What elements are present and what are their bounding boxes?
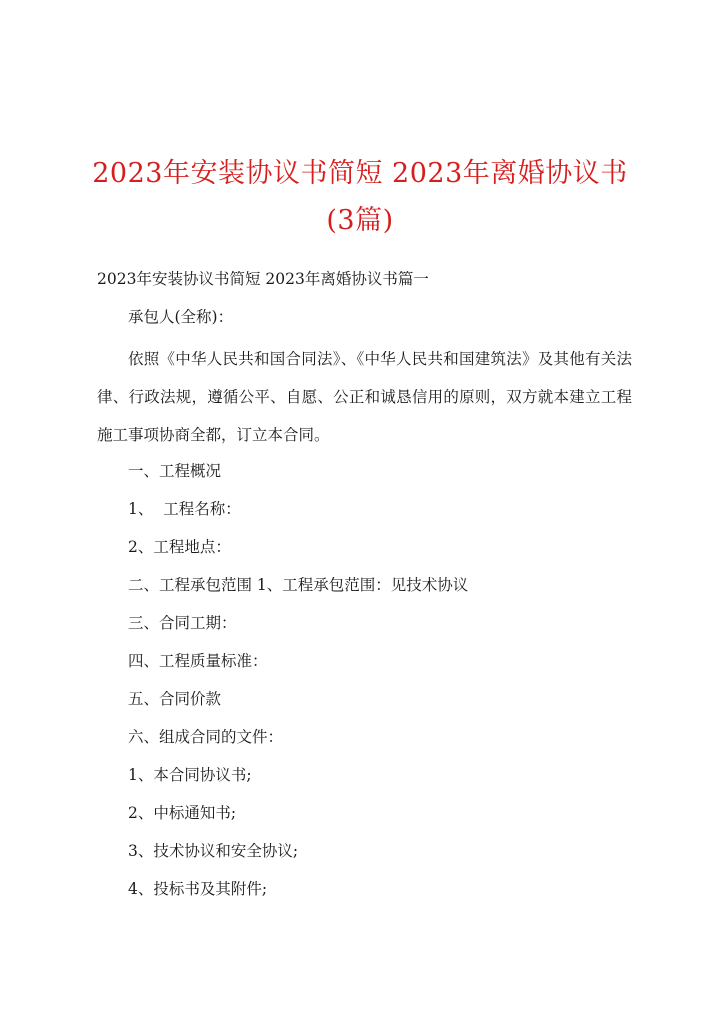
paragraph-project-location: 2、工程地点： bbox=[128, 538, 231, 556]
section-heading: 2023年安装协议书简短 2023年离婚协议书篇一 bbox=[97, 270, 429, 288]
document-title: 2023年安装协议书简短 2023年离婚协议书(3篇) bbox=[92, 158, 628, 236]
paragraph-section-4: 四、工程质量标准： bbox=[128, 652, 268, 670]
paragraph-doc-1: 1、本合同协议书; bbox=[128, 766, 252, 784]
paragraph-section-3: 三、合同工期： bbox=[128, 614, 237, 632]
paragraph-section-2: 二、工程承包范围 1、工程承包范围：见技术协议 bbox=[128, 576, 469, 594]
paragraph-project-name: 1、 工程名称： bbox=[128, 500, 241, 518]
paragraph-section-1: 一、工程概况 bbox=[128, 462, 222, 480]
paragraph-doc-3: 3、技术协议和安全协议; bbox=[128, 842, 299, 860]
paragraph-basis: 依照《中华人民共和国合同法》、《中华人民共和国建筑法》及其他有关法律、行政法规，遵循公平、自愿、公正和诚恳信用的原则，双方就本建立工程施工事项协商全都，订立本合同。 bbox=[97, 350, 632, 444]
paragraph-doc-4: 4、投标书及其附件; bbox=[128, 880, 268, 898]
paragraph-section-5: 五、合同价款 bbox=[128, 690, 222, 708]
paragraph-section-6: 六、组成合同的文件： bbox=[128, 728, 284, 746]
document-body bbox=[97, 264, 632, 912]
paragraph-doc-2: 2、中标通知书; bbox=[128, 804, 237, 822]
paragraph-contractor: 承包人(全称)： bbox=[128, 308, 234, 326]
